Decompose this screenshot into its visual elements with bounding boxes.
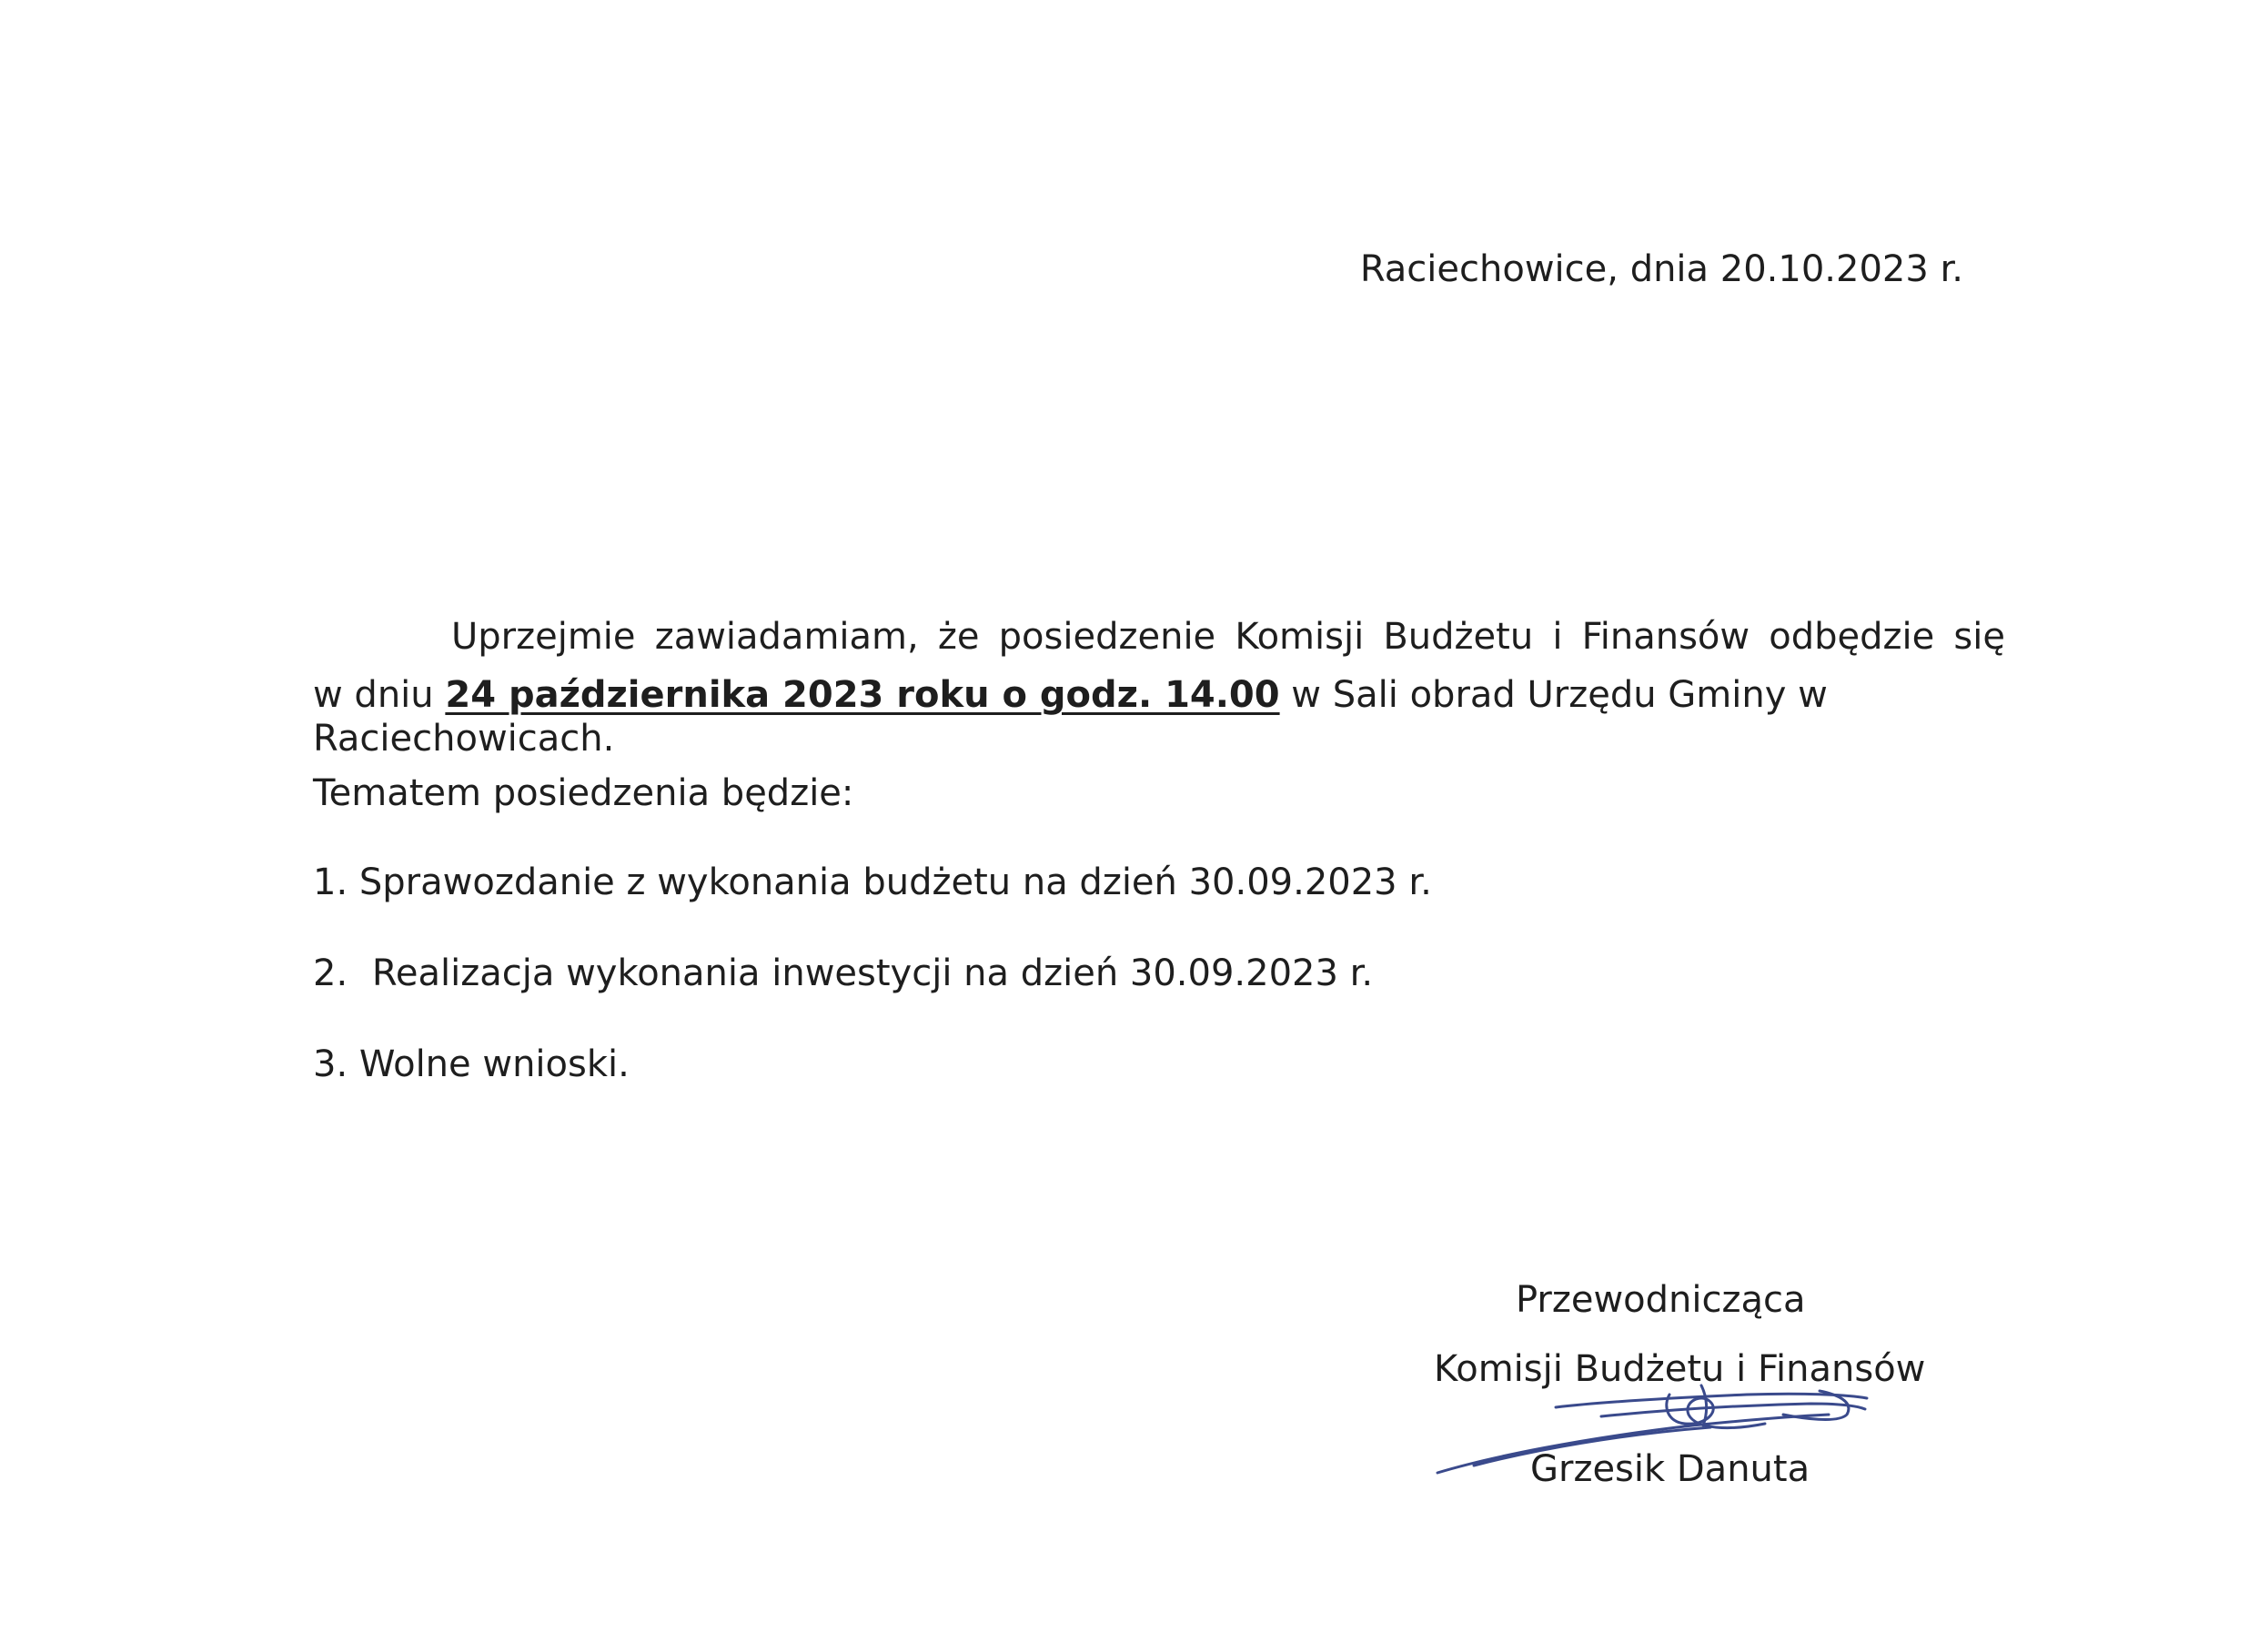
notice-line-1: Uprzejmie zawiadamiam, że posiedzenie Komisji Budżetu i Finansów odbędzie się	[451, 616, 2005, 658]
signatory-committee: Komisji Budżetu i Finansów	[1434, 1348, 1926, 1390]
notice-paragraph	[313, 615, 2005, 760]
place-date: Raciechowice, dnia 20.10.2023 r.	[1359, 248, 1963, 290]
notice-line-2-suffix: w Sali obrad Urzędu Gminy w Raciechowicach.	[313, 674, 1828, 760]
agenda-item-number: 1.	[313, 861, 348, 903]
notice-line-2-prefix: w dniu	[313, 674, 446, 716]
agenda-item-text: Wolne wnioski.	[358, 1043, 630, 1085]
signatory-name: Grzesik Danuta	[1530, 1448, 1810, 1490]
agenda-item-number: 3.	[313, 1043, 348, 1085]
notice-line-2	[313, 673, 2005, 760]
signature-block	[1401, 1278, 1947, 1496]
agenda-item	[313, 861, 1432, 904]
signatory-role: Przewodnicząca	[1516, 1279, 1806, 1321]
agenda-item-text: Realizacja wykonania inwestycji na dzień 30.09.2023 r.	[371, 952, 1374, 994]
agenda-item-number: 2.	[313, 952, 348, 994]
agenda-item-text: Sprawozdanie z wykonania budżetu na dzień 30.09.2023 r.	[358, 861, 1432, 903]
agenda-item	[313, 952, 1373, 995]
agenda-item	[313, 1043, 630, 1086]
agenda-heading: Tematem posiedzenia będzie:	[313, 772, 854, 814]
meeting-date-time: 24 października 2023 roku o godz. 14.00	[445, 674, 1280, 716]
